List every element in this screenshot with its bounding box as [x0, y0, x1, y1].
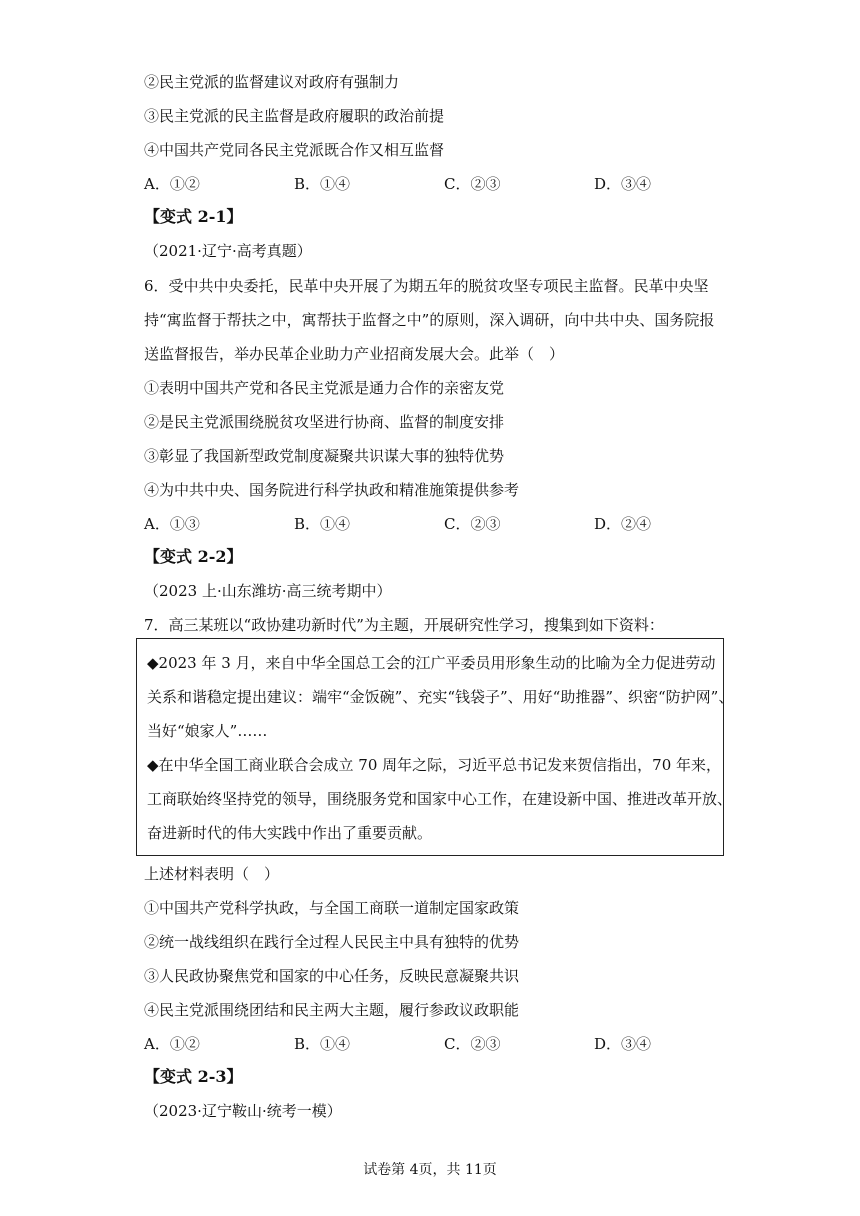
q5-option-c: C．②③ [444, 175, 501, 193]
material-line-1: ◆2023 年 3 月，来自中华全国总工会的江广平委员用形象生动的比喻为全力促进劳动 [147, 654, 716, 672]
material-line-4: ◆在中华全国工商业联合会成立 70 周年之际，习近平总书记发来贺信指出，70 年来， [147, 756, 722, 774]
q7-option-d: D．③④ [594, 1035, 652, 1053]
page-footer: 试卷第 4页，共 11页 [363, 1162, 497, 1178]
q6-option-b: B．①④ [294, 515, 351, 533]
variant-2-1-source: （2021·辽宁·高考真题） [144, 242, 312, 260]
variant-2-2-heading: 【变式 2-2】 [144, 547, 243, 566]
material-box [136, 638, 734, 856]
q5-statement-4: ④中国共产党同各民主党派既合作又相互监督 [144, 141, 445, 159]
variant-2-3-heading: 【变式 2-3】 [144, 1067, 243, 1086]
q6-option-c: C．②③ [444, 515, 501, 533]
q6-option-d: D．②④ [594, 515, 652, 533]
variant-2-3-source: （2023·辽宁鞍山·统考一模） [144, 1102, 342, 1120]
q7-options [144, 1034, 764, 1054]
material-line-6: 奋进新时代的伟大实践中作出了重要贡献。 [147, 824, 433, 842]
q5-option-d: D．③④ [594, 175, 652, 193]
material-line-5: 工商联始终坚持党的领导，围绕服务党和国家中心工作，在建设新中国、推进改革开放、 [147, 790, 733, 808]
q7-option-b: B．①④ [294, 1035, 351, 1053]
q7-prompt: 上述材料表明（ ） [144, 865, 280, 883]
q7-question: 7．高三某班以“政协建功新时代”为主题，开展研究性学习，搜集到如下资料： [144, 616, 664, 634]
q5-statement-2: ②民主党派的监督建议对政府有强制力 [144, 73, 400, 91]
q5-option-b: B．①④ [294, 175, 351, 193]
q6-statement-2: ②是民主党派围绕脱贫攻坚进行协商、监督的制度安排 [144, 413, 505, 431]
q6-statement-4: ④为中共中央、国务院进行科学执政和精准施策提供参考 [144, 481, 520, 499]
q7-statement-4: ④民主党派围绕团结和民主两大主题，履行参政议政职能 [144, 1001, 520, 1019]
q6-options [144, 514, 764, 534]
variant-2-1-heading: 【变式 2-1】 [144, 207, 243, 226]
q7-statement-2: ②统一战线组织在践行全过程人民民主中具有独特的优势 [144, 933, 520, 951]
q5-options [144, 174, 764, 194]
material-line-3: 当好“娘家人”…… [147, 722, 268, 740]
q7-statement-3: ③人民政协聚焦党和国家的中心任务，反映民意凝聚共识 [144, 967, 520, 985]
q5-option-a: A．①② [144, 175, 200, 193]
q6-question-line-1: 6．受中共中央委托，民革中央开展了为期五年的脱贫攻坚专项民主监督。民革中央坚 [144, 277, 709, 295]
q6-statement-3: ③彰显了我国新型政党制度凝聚共识谋大事的独特优势 [144, 447, 505, 465]
material-line-2: 关系和谐稳定提出建议：端牢“金饭碗”、充实“钱袋子”、用好“助推器”、织密“防护网”、 [147, 688, 734, 706]
q6-option-a: A．①③ [144, 515, 200, 533]
q7-statement-1: ①中国共产党科学执政，与全国工商联一道制定国家政策 [144, 899, 520, 917]
variant-2-2-source: （2023 上·山东潍坊·高三统考期中） [144, 582, 392, 600]
q5-statement-3: ③民主党派的民主监督是政府履职的政治前提 [144, 107, 445, 125]
q7-option-a: A．①② [144, 1035, 200, 1053]
q6-question-line-2: 持“寓监督于帮扶之中，寓帮扶于监督之中”的原则，深入调研，向中共中央、国务院报 [144, 311, 715, 329]
q6-question-line-3: 送监督报告，举办民革企业助力产业招商发展大会。此举（ ） [144, 345, 565, 363]
q6-statement-1: ①表明中国共产党和各民主党派是通力合作的亲密友党 [144, 379, 505, 397]
q7-option-c: C．②③ [444, 1035, 501, 1053]
